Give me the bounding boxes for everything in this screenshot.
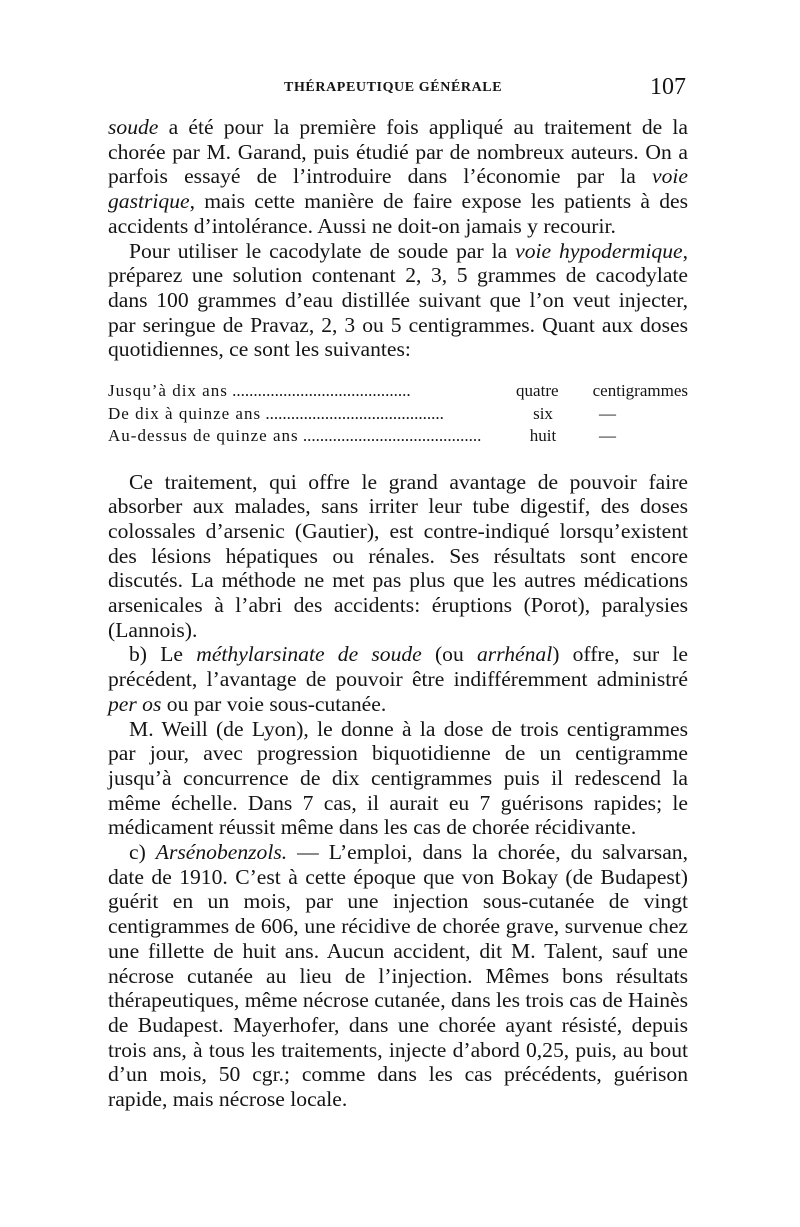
dose-quantity: quatre: [516, 381, 559, 401]
paragraph-hypodermique: [108, 239, 688, 363]
paragraph-text: b) Le: [129, 642, 197, 667]
italic-voie-hypodermique: voie hypodermique: [515, 238, 683, 263]
dose-row: [108, 425, 688, 448]
paragraph-soude-intro: [108, 115, 688, 239]
page-header: [108, 72, 690, 102]
italic-per-os: per os: [108, 691, 162, 716]
dose-unit: —: [599, 426, 616, 446]
paragraph-text: , préparez une solution contenant 2, 3, 5 grammes de cacodylate dans 100 grammes d’eau distillée suivant que l’on veut injecter, par seringue de Pravaz, 2, 3 ou 5 centigrammes. Quant aux doses quotidiennes, ce sont les suivantes:: [108, 238, 688, 362]
paragraph-text: (ou: [421, 642, 477, 667]
dose-quantity: huit: [529, 426, 557, 446]
paragraph-traitement: Ce traitement, qui offre le grand avantage de pouvoir faire absorber aux malades, sans irriter leur tube digestif, des doses colossales d’arsenic (Gautier), est contre-indiqué lorsqu’existent des lésions hépatiques ou rénales. Ses résultats sont encore discutés. La méthode ne met pas plus que les autres médications arsenicales à l’abri des accidents: éruptions (Porot), paralysies (Lannois).: [108, 469, 688, 642]
italic-arrhenal: arrhénal: [477, 642, 553, 667]
paragraph-text: c): [129, 840, 156, 865]
dose-table: [108, 380, 688, 448]
paragraph-arsenobenzols: [108, 840, 688, 1112]
paragraph-weill: M. Weill (de Lyon), le donne à la dose de trois centigrammes par jour, avec progression biquotidienne de un centigramme jusqu’à concurrence de dix centigrammes puis il redescend la même échelle. Dans 7 cas, il aurait eu 7 guérisons rapides; le médicament réussit même dans les cas de chorée récidivante.: [108, 716, 688, 840]
dose-age: Jusqu’à dix ans ..........................................: [108, 381, 411, 401]
italic-arsenobenzols: Arsénobenzols.: [155, 840, 288, 865]
dose-unit: —: [599, 403, 616, 423]
dose-unit: centigrammes: [592, 381, 688, 401]
page-number: 107: [650, 74, 686, 100]
paragraph-text: ) offre, sur le précédent, l’avantage de pouvoir être indifféremment administré: [108, 642, 688, 692]
paragraph-text: a été pour la première fois appliqué au traitement de la chorée par M. Garand, puis étudié par de nombreux auteurs. On a parfois essayé de l’introduire dans l’économie par la: [108, 115, 688, 189]
running-title: THÉRAPEUTIQUE GÉNÉRALE: [284, 80, 503, 95]
dose-quantity: six: [533, 403, 553, 423]
paragraph-text: , mais cette manière de faire expose les patients à des accidents d’intolérance. Aussi ne doit-on jamais y recourir.: [108, 189, 688, 238]
paragraph-text: — L’emploi, dans la chorée, du salvarsan, date de 1910. C’est à cette époque que von Bokay (de Budapest) guérit en un mois, par une injection sous-cutanée de vingt centigrammes de 606, une récidive de chorée grave, survenue chez une fillette de huit ans. Aucun accident, dit M. Talent, sauf une nécrose cutanée au lieu de l’injection. Mêmes bons résultats thérapeutiques, même nécrose cutanée, dans les trois cas de Hainès de Budapest. Mayerhofer, dans une chorée ayant résisté, depuis trois ans, à tous les traitements, injecte d’abord 0,25, puis, au bout d’un mois, 50 cgr.; comme dans les cas précédents, guérison rapide, mais nécrose locale.: [108, 840, 688, 1112]
italic-voie-gastrique: voie gastrique: [108, 164, 688, 214]
paragraph-text: ou par voie sous-cutanée.: [161, 691, 387, 716]
body-text: [108, 115, 688, 1112]
dose-age: Au-dessus de quinze ans ..........................................: [108, 426, 482, 446]
dose-age: De dix à quinze ans ..........................................: [108, 403, 444, 423]
italic-soude: soude: [108, 115, 159, 139]
dose-row: [108, 380, 688, 403]
dose-row: [108, 403, 688, 426]
paragraph-methylarsinate: [108, 642, 688, 716]
paragraph-text: Pour utiliser le cacodylate de soude par la: [129, 238, 516, 263]
italic-methylarsinate: méthylarsinate de soude: [196, 642, 422, 667]
